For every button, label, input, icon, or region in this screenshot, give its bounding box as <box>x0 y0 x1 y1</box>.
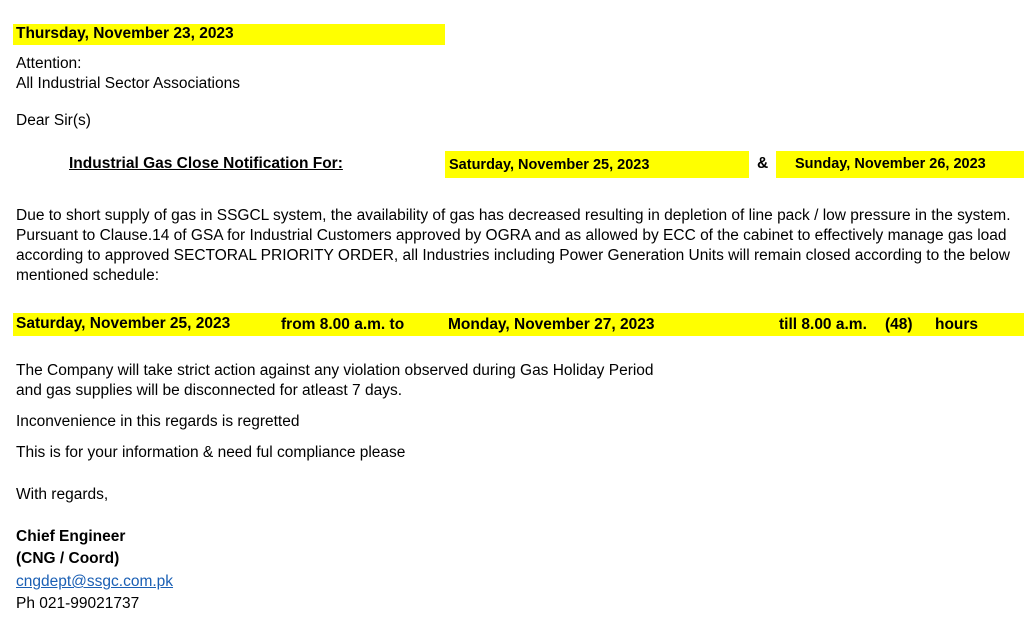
header-date-highlight <box>13 24 445 45</box>
schedule-hours-label: hours <box>935 316 979 333</box>
schedule-row <box>13 313 1024 336</box>
attention-label: Attention: <box>16 55 82 72</box>
signature-phone: Ph 021-99021737 <box>16 595 140 612</box>
notification-title: Industrial Gas Close Notification For: <box>69 155 343 172</box>
notification-date2: Sunday, November 26, 2023 <box>795 156 986 172</box>
signature-email-link[interactable]: cngdept@ssgc.com.pk <box>16 573 174 590</box>
salutation: Dear Sir(s) <box>16 112 91 129</box>
notification-date1-highlight <box>445 151 749 178</box>
schedule-start-date: Saturday, November 25, 2023 <box>16 315 231 332</box>
schedule-hours-count: (48) <box>885 316 913 333</box>
schedule-till-text: till 8.00 a.m. <box>779 316 867 333</box>
signature-department: (CNG / Coord) <box>16 550 120 567</box>
schedule-end-date: Monday, November 27, 2023 <box>448 316 655 333</box>
inconvenience-text: Inconvenience in this regards is regretted <box>16 413 300 430</box>
signature-title: Chief Engineer <box>16 528 126 545</box>
notification-connector: & <box>757 155 769 172</box>
attention-recipient: All Industrial Sector Associations <box>16 75 240 92</box>
header-date: Thursday, November 23, 2023 <box>16 25 234 42</box>
notification-date1: Saturday, November 25, 2023 <box>449 157 650 173</box>
notification-date2-highlight <box>776 151 1024 178</box>
closing-text: With regards, <box>16 486 109 503</box>
warning-line-1: The Company will take strict action against any violation observed during Gas Holiday Period <box>16 362 654 379</box>
compliance-text: This is for your information & need ful compliance please <box>16 444 406 461</box>
body-paragraph: Due to short supply of gas in SSGCL system, the availability of gas has decreased resulting in depletion of line pack / low pressure in the system. Pursuant to Clause.14 of GSA for Industrial Customers approved by OGRA and as allowed by ECC of the cabinet to effectively manage gas load according to approved SECTORAL PRIORITY ORDER, all Industries including Power Generation Units will remain closed according to the below mentioned schedule: <box>16 207 1011 284</box>
schedule-from-text: from 8.00 a.m. to <box>281 316 405 333</box>
warning-line-2: and gas supplies will be disconnected for atleast 7 days. <box>16 382 403 399</box>
